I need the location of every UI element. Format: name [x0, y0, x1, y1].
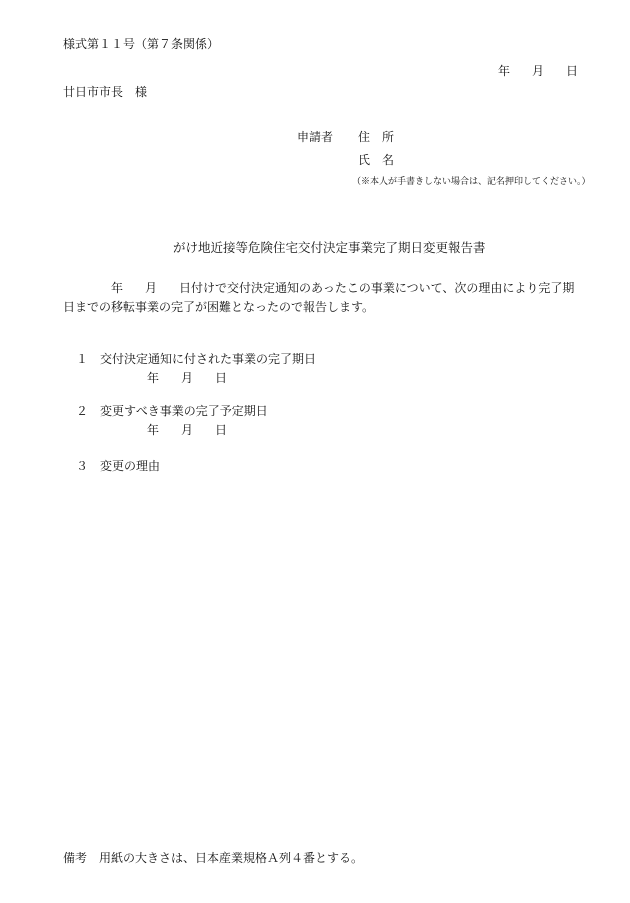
item-2-day: 日 [215, 423, 228, 437]
remarks [63, 852, 363, 864]
body-year-label: 年 [111, 281, 124, 295]
item-1-text: 交付決定通知に付された事業の完了期日 [100, 352, 317, 366]
name-label: 氏 名 [358, 153, 395, 167]
date-day-label: 日 [566, 64, 579, 78]
item-1-number: １ [76, 352, 89, 366]
document-title: がけ地近接等危険住宅交付決定事業完了期日変更報告書 [173, 240, 486, 255]
item-2-number: ２ [76, 404, 89, 418]
item-2-month: 月 [181, 423, 194, 437]
body-month-label: 月 [145, 281, 158, 295]
date-month-label: 月 [532, 64, 545, 78]
address-label: 住 所 [358, 130, 395, 144]
remarks-label: 備考 [63, 851, 88, 865]
item-2-year: 年 [147, 423, 160, 437]
body-text-line-1: 日付けで交付決定通知のあったこの事業について、次の理由により完了期 [179, 281, 575, 295]
item-1-year: 年 [147, 371, 160, 385]
item-2-date [147, 424, 227, 436]
item-1-date [147, 372, 227, 384]
signature-note: （※本人が手書きしない場合は、記名押印してください。） [352, 177, 591, 187]
item-1-day: 日 [215, 371, 228, 385]
item-3-text: 変更の理由 [100, 459, 161, 473]
remarks-text: 用紙の大きさは、日本産業規格Ａ列４番とする。 [99, 851, 364, 865]
submission-date [498, 65, 578, 77]
item-2-text: 変更すべき事業の完了予定期日 [100, 404, 268, 418]
applicant-label: 申請者 [297, 130, 334, 144]
body-paragraph-line-2: 日までの移転事業の完了が困難となったので報告します。 [63, 300, 375, 314]
item-1-month: 月 [181, 371, 194, 385]
date-year-label: 年 [498, 64, 511, 78]
body-paragraph-line-1 [63, 282, 574, 294]
item-3-number: ３ [76, 459, 89, 473]
form-number: 様式第１１号（第７条関係） [63, 37, 220, 51]
addressee: 廿日市市長 様 [63, 85, 148, 99]
